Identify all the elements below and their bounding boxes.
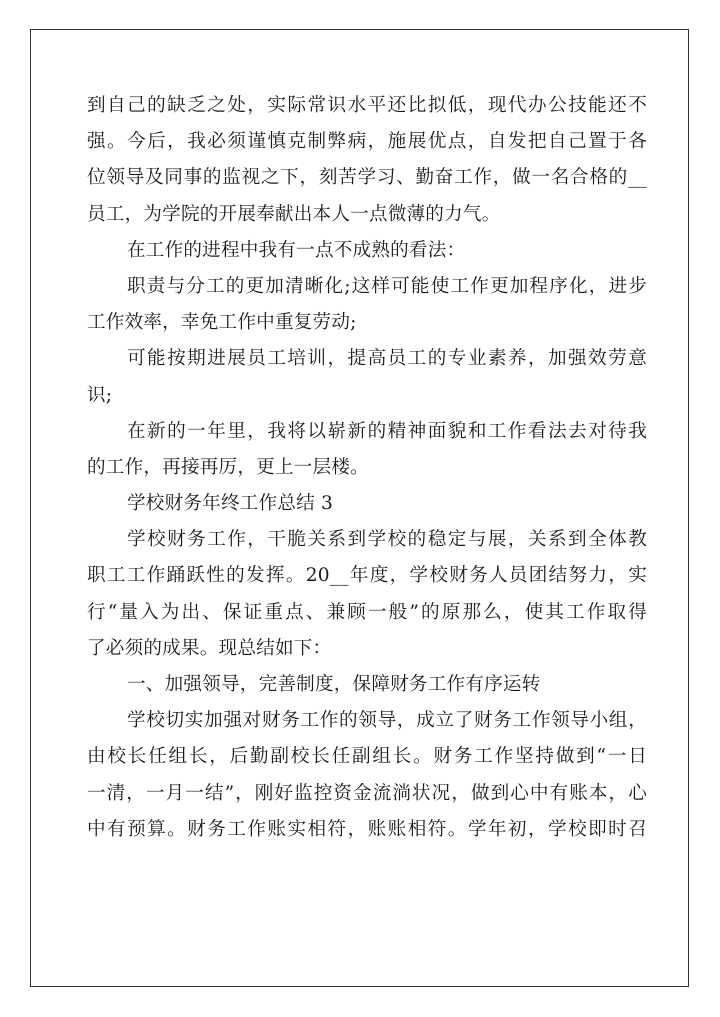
text-line: 由校长任组长，后勤副校长任副组长。财务工作坚持做到“一日	[87, 746, 647, 768]
text-line: 职责与分工的更加清晰化;这样可能使工作更加程序化，进步	[127, 275, 647, 297]
section-heading: 学校财务年终工作总结 3	[127, 493, 334, 515]
text-line: 行“量入为出、保证重点、兼顾一般”的原那么，使其工作取得	[87, 601, 647, 623]
subsection-heading: 一、加强领导，完善制度，保障财务工作有序运转	[127, 674, 541, 695]
text-line: 在新的一年里，我将以崭新的精神面貌和工作看法去对待我	[127, 420, 647, 442]
text-line: 中有预算。财务工作账实相符，账账相符。学年初，学校即时召	[87, 818, 647, 840]
text-line: 工作效率，幸免工作中重复劳动;	[87, 312, 357, 334]
text-line: 在工作的进程中我有一点不成熟的看法：	[127, 239, 466, 261]
text-line: 学校财务工作，干脆关系到学校的稳定与展，关系到全体教	[127, 529, 647, 551]
document-body	[87, 88, 647, 848]
text-line: 到自己的缺乏之处，实际常识水平还比拟低，现代办公技能还不	[87, 95, 647, 116]
text-line: 强。今后，我必须谨慎克制弊病，施展优点，自发把自己置于各	[87, 131, 647, 153]
text-line: 学校切实加强对财务工作的领导，成立了财务工作领导小组，	[127, 710, 647, 732]
text-line: 可能按期进展员工培训，提高员工的专业素养，加强效劳意	[127, 348, 647, 370]
text-line: 识;	[87, 384, 113, 406]
text-line: 员工，为学院的开展奉献出本人一点微薄的力气。	[87, 203, 501, 225]
text-line: 职工工作踊跃性的发挥。20__年度，学校财务人员团结努力，实	[87, 565, 647, 587]
text-line: 了必须的成果。现总结如下：	[87, 637, 332, 659]
text-line: 位领导及同事的监视之下，刻苦学习、勤奋工作，做一名合格的__	[87, 167, 647, 189]
text-line: 一清，一月一结”，刚好监控资金流淌状况，做到心中有账本，心	[87, 782, 647, 804]
text-line: 的工作，再接再厉，更上一层楼。	[87, 456, 369, 478]
